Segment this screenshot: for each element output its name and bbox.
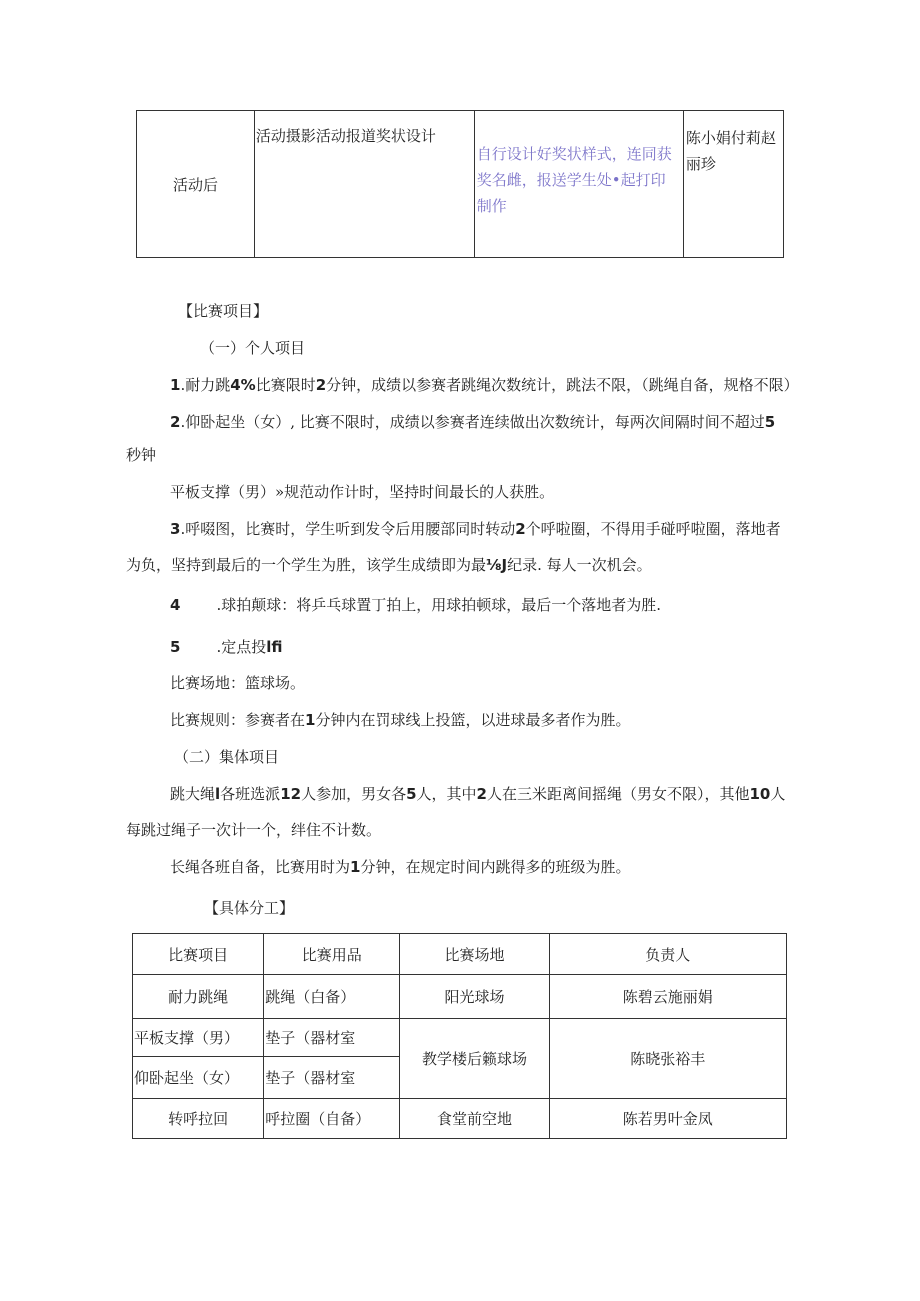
table-cell: 垫子（器材室: [264, 1019, 400, 1057]
item-2: 2.仰卧起坐（女）, 比赛不限时，成绩以参赛者连续做出次数统计，每两次间隔时间不超过5: [170, 413, 776, 431]
section-title: 【比赛项目】: [178, 302, 269, 320]
table-cell: 仰卧起坐（女）: [133, 1057, 264, 1099]
table-cell: 食堂前空地: [400, 1099, 549, 1139]
table-cell: 跳绳（白备）: [264, 975, 400, 1019]
person-cell: [683, 111, 783, 258]
table-cell: 陈碧云施丽娟: [549, 975, 786, 1019]
table-cell: 呼拉圈（自备）: [264, 1099, 400, 1139]
description-line: 奖名雌，报送学生处•起打印: [476, 171, 666, 189]
item-number: 4: [170, 596, 181, 614]
jump-rope-text: 跳大绳l各班选派12人参加，男女各5人，其中2人在三米距离间摇绳（男女不限），其他10人: [170, 785, 786, 803]
item-5: 5 .定点投lfi: [170, 638, 283, 656]
item-2-cont: 秒钟: [126, 446, 157, 464]
item-1: 1.耐力跳4%比赛限时2分钟，成绩以参赛者跳绳次数统计，跳法不限，（跳绳自备，规格不限）: [170, 376, 799, 394]
rules-text: 比赛规则：参赛者在1分钟内在罚球线上投篮，以进球最多者作为胜。: [170, 711, 631, 729]
table-cell: 转呼拉回: [133, 1099, 264, 1139]
item-number: 1: [170, 376, 181, 394]
table-cell: 陈若男叶金凤: [549, 1099, 786, 1139]
person-line: 丽珍: [685, 155, 716, 173]
venue-text: 比赛场地：篮球场。: [170, 674, 306, 692]
assignment-table: [132, 933, 787, 1139]
plank-text: 平板支撑（男）»规范动作计时，坚持时间最长的人获胜。: [170, 483, 555, 501]
item-number: 2: [170, 413, 181, 431]
activity-table: [136, 110, 784, 258]
description-line: 制作: [476, 197, 507, 215]
item-3-cont: 为负，坚持到最后的一个学生为胜，该学生成绩即为最⅛J纪录. 每人一次机会。: [126, 556, 652, 574]
header-cell: 比赛项目: [133, 934, 264, 975]
long-rope-text: 长绳各班自备，比赛用时为1分钟，在规定时间内跳得多的班级为胜。: [170, 858, 631, 876]
header-cell: 负责人: [549, 934, 786, 975]
table-cell: 垫子（器材室: [264, 1057, 400, 1099]
table-row: [137, 111, 784, 258]
table-cell: 教学楼后籁球场: [400, 1019, 549, 1099]
table-cell: 阳光球场: [400, 975, 549, 1019]
individual-title: （一）个人项目: [200, 339, 306, 357]
jump-rope-cont: 每跳过绳子一次计一个，绊住不计数。: [126, 821, 382, 839]
table-header-row: [133, 934, 787, 975]
person-line: 陈小娟付莉赵: [685, 129, 776, 147]
item-4: 4 .球拍颠球：将乒乓球置丁拍上，用球拍顿球，最后一个落地者为胜.: [170, 596, 661, 614]
description-line: 自行设计好奖状样式，连同获: [476, 145, 672, 163]
table-cell: 耐力跳绳: [133, 975, 264, 1019]
item-number: 5: [170, 638, 181, 656]
table-cell: 陈晓张裕丰: [549, 1019, 786, 1099]
description-cell: [474, 111, 683, 258]
item-number: 3: [170, 520, 181, 538]
table-cell: 平板支撑（男）: [133, 1019, 264, 1057]
group-title: （二）集体项目: [174, 748, 280, 766]
table-row: [133, 975, 787, 1019]
header-cell: 比赛用品: [264, 934, 400, 975]
item-3: 3.呼啜图，比赛时，学生听到发令后用腰部同时转动2个呼啦圈，不得用手碰呼啦圈，落地者: [170, 520, 781, 538]
header-cell: 比赛场地: [400, 934, 549, 975]
table-row: [133, 1019, 787, 1057]
items-cell: 活动摄影活动报道奖状设计: [254, 111, 474, 258]
table-row: [133, 1099, 787, 1139]
assign-title: 【具体分工】: [204, 899, 295, 917]
phase-cell: 活动后: [137, 111, 255, 258]
